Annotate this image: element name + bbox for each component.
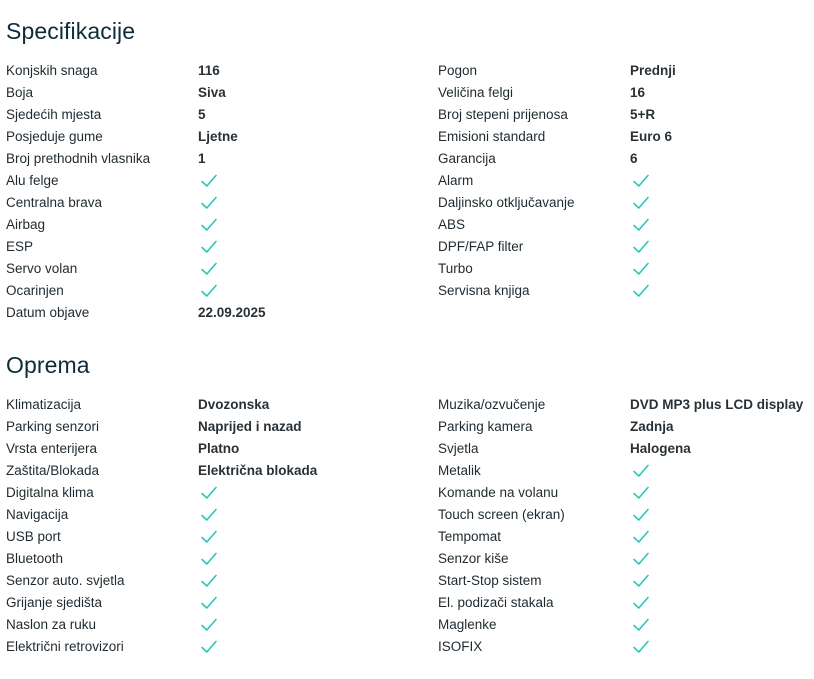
spec-row	[6, 461, 406, 483]
spec-label: Garancija	[438, 151, 496, 166]
spec-value: Halogena	[630, 441, 691, 456]
spec-label: Datum objave	[6, 305, 90, 320]
spec-row	[6, 417, 406, 439]
spec-row	[438, 193, 814, 215]
checkmark-icon	[200, 172, 218, 190]
checkmark-icon	[632, 528, 650, 546]
spec-value: Siva	[198, 85, 226, 100]
spec-value: 5+R	[630, 107, 656, 122]
spec-row	[6, 439, 406, 461]
spec-label: Boja	[6, 85, 34, 100]
spec-value: 1	[198, 151, 206, 166]
spec-row	[438, 461, 814, 483]
checkmark-icon	[200, 616, 218, 634]
spec-row	[438, 395, 814, 417]
spec-row	[438, 439, 814, 461]
checkmark-icon	[632, 616, 650, 634]
checkmark-icon	[200, 572, 218, 590]
checkmark-icon	[632, 462, 650, 480]
spec-row	[438, 505, 814, 527]
spec-row	[6, 593, 406, 615]
spec-row	[438, 549, 814, 571]
checkmark-icon	[632, 194, 650, 212]
spec-row	[438, 281, 814, 303]
checkmark-icon	[632, 506, 650, 524]
checkmark-icon	[632, 216, 650, 234]
spec-label: Grijanje sjedišta	[6, 595, 103, 610]
spec-row	[438, 417, 814, 439]
checkmark-icon	[632, 484, 650, 502]
spec-row	[6, 281, 406, 303]
spec-label: Servisna knjiga	[438, 283, 530, 298]
checkmark-icon	[200, 506, 218, 524]
spec-label: Broj prethodnih vlasnika	[6, 151, 151, 166]
spec-label: ISOFIX	[438, 639, 483, 654]
spec-label: Sjedećih mjesta	[6, 107, 102, 122]
spec-label: Naslon za ruku	[6, 617, 97, 632]
spec-value: Platno	[198, 441, 240, 456]
spec-value: Euro 6	[630, 129, 673, 144]
spec-row	[6, 171, 406, 193]
spec-label: Muzika/ozvučenje	[438, 397, 546, 412]
checkmark-icon	[200, 594, 218, 612]
checkmark-icon	[632, 172, 650, 190]
checkmark-icon	[632, 260, 650, 278]
spec-row	[438, 593, 814, 615]
spec-label: Bluetooth	[6, 551, 64, 566]
spec-value: Prednji	[630, 63, 676, 78]
checkmark-icon	[200, 528, 218, 546]
spec-label: Tempomat	[438, 529, 502, 544]
checkmark-icon	[200, 484, 218, 502]
specifikacije-heading: Specifikacije	[6, 18, 136, 44]
specifikacije-left-column	[6, 61, 406, 325]
spec-row	[6, 149, 406, 171]
spec-label: Maglenke	[438, 617, 497, 632]
spec-label: Touch screen (ekran)	[438, 507, 565, 522]
spec-row	[6, 83, 406, 105]
spec-row	[438, 259, 814, 281]
checkmark-icon	[632, 238, 650, 256]
spec-row	[6, 637, 406, 659]
specifikacije-right-column	[438, 61, 814, 303]
oprema-heading: Oprema	[6, 352, 90, 378]
spec-label: Digitalna klima	[6, 485, 94, 500]
spec-label: Parking kamera	[438, 419, 533, 434]
checkmark-icon	[200, 260, 218, 278]
spec-label: Metalik	[438, 463, 481, 478]
spec-row	[6, 127, 406, 149]
checkmark-icon	[632, 594, 650, 612]
checkmark-icon	[632, 282, 650, 300]
spec-label: Komande na volanu	[438, 485, 559, 500]
spec-row	[6, 395, 406, 417]
spec-label: Start-Stop sistem	[438, 573, 542, 588]
spec-label: USB port	[6, 529, 61, 544]
spec-row	[438, 105, 814, 127]
spec-label: Ocarinjen	[6, 283, 64, 298]
spec-label: El. podizači stakala	[438, 595, 554, 610]
checkmark-icon	[632, 550, 650, 568]
checkmark-icon	[200, 550, 218, 568]
spec-value: 16	[630, 85, 646, 100]
spec-label: Senzor auto. svjetla	[6, 573, 125, 588]
checkmark-icon	[200, 194, 218, 212]
spec-label: Veličina felgi	[438, 85, 514, 100]
spec-row	[6, 193, 406, 215]
spec-value: 22.09.2025	[198, 305, 266, 320]
checkmark-icon	[632, 572, 650, 590]
spec-row	[438, 483, 814, 505]
spec-value: Naprijed i nazad	[198, 419, 302, 434]
spec-row	[6, 259, 406, 281]
spec-row	[438, 61, 814, 83]
spec-row	[6, 527, 406, 549]
checkmark-icon	[632, 638, 650, 656]
spec-value: Zadnja	[630, 419, 674, 434]
spec-label: Električni retrovizori	[6, 639, 124, 654]
spec-value: 5	[198, 107, 206, 122]
spec-row	[6, 505, 406, 527]
spec-row	[6, 61, 406, 83]
spec-label: ABS	[438, 217, 466, 232]
spec-value: DVD MP3 plus LCD display	[630, 397, 804, 412]
spec-label: Alu felge	[6, 173, 59, 188]
spec-label: Servo volan	[6, 261, 78, 276]
spec-label: Parking senzori	[6, 419, 100, 434]
spec-value: Električna blokada	[198, 463, 318, 478]
spec-row	[438, 83, 814, 105]
spec-row	[6, 215, 406, 237]
checkmark-icon	[200, 216, 218, 234]
spec-label: Broj stepeni prijenosa	[438, 107, 568, 122]
spec-row	[438, 527, 814, 549]
spec-row	[6, 105, 406, 127]
spec-row	[438, 615, 814, 637]
checkmark-icon	[200, 238, 218, 256]
spec-value: 116	[198, 63, 220, 78]
spec-label: Navigacija	[6, 507, 69, 522]
spec-label: Centralna brava	[6, 195, 103, 210]
spec-label: Alarm	[438, 173, 474, 188]
spec-label: DPF/FAP filter	[438, 239, 524, 254]
spec-row	[438, 149, 814, 171]
oprema-left-column	[6, 395, 406, 659]
spec-row	[438, 127, 814, 149]
spec-row	[6, 549, 406, 571]
checkmark-icon	[200, 282, 218, 300]
spec-value: 6	[630, 151, 638, 166]
oprema-right-column	[438, 395, 814, 659]
spec-value: Dvozonska	[198, 397, 270, 412]
spec-row	[438, 237, 814, 259]
spec-label: ESP	[6, 239, 34, 254]
spec-label: Emisioni standard	[438, 129, 546, 144]
checkmark-icon	[200, 638, 218, 656]
spec-label: Turbo	[438, 261, 473, 276]
spec-row	[438, 637, 814, 659]
spec-row	[6, 303, 406, 325]
spec-label: Zaštita/Blokada	[6, 463, 100, 478]
spec-label: Pogon	[438, 63, 478, 78]
spec-label: Konjskih snaga	[6, 63, 98, 78]
spec-label: Klimatizacija	[6, 397, 82, 412]
spec-row	[6, 237, 406, 259]
spec-row	[438, 571, 814, 593]
spec-label: Svjetla	[438, 441, 479, 456]
spec-row	[438, 215, 814, 237]
spec-row	[6, 483, 406, 505]
spec-label: Airbag	[6, 217, 46, 232]
spec-row	[6, 615, 406, 637]
spec-label: Senzor kiše	[438, 551, 509, 566]
spec-label: Posjeduje gume	[6, 129, 103, 144]
spec-row	[6, 571, 406, 593]
spec-label: Vrsta enterijera	[6, 441, 98, 456]
spec-label: Daljinsko otključavanje	[438, 195, 575, 210]
spec-row	[438, 171, 814, 193]
spec-value: Ljetne	[198, 129, 238, 144]
